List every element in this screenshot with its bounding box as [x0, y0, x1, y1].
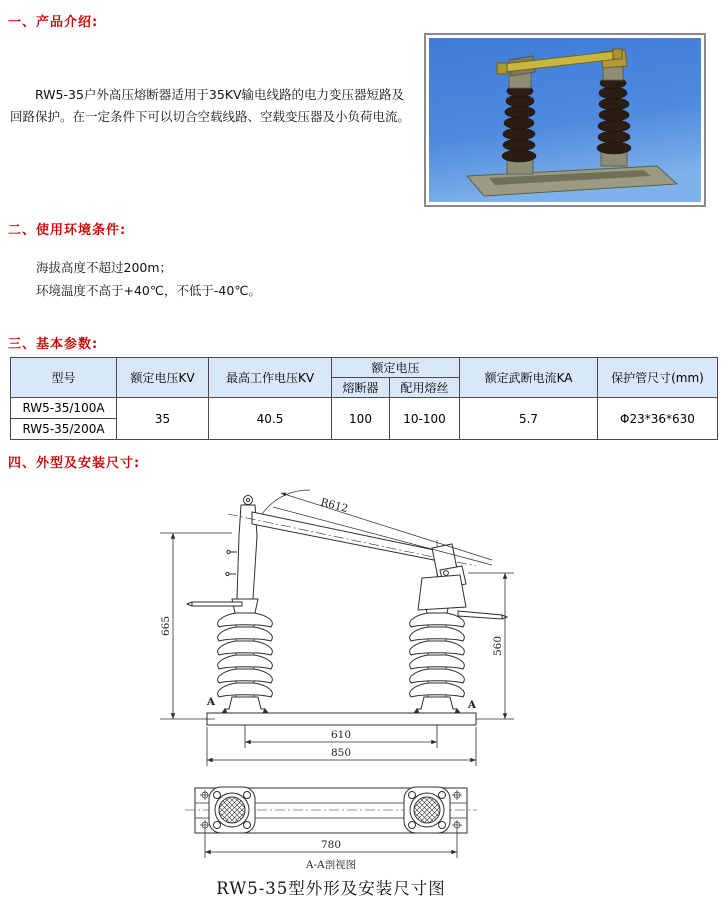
- left-insulator-drawing: [218, 599, 273, 713]
- col-header-fuse: 熔断器: [332, 378, 390, 398]
- product-intro-paragraph: RW5-35户外高压熔断器适用于35KV输电线路的电力变压器短路及回路保护。在一定条件下可以切合空载线路、空载变压器及小负荷电流。: [10, 87, 411, 124]
- cell-breaking-current: 5.7: [460, 398, 598, 440]
- cell-tube-size: Φ23*36*630: [598, 398, 718, 440]
- environment-conditions: [36, 256, 261, 302]
- dim-560-label: 560: [492, 635, 504, 657]
- env-line-temperature: 环境温度不高于+40℃，不低于-40℃。: [36, 283, 261, 298]
- dim-right-height: [468, 573, 514, 719]
- cell-rated-voltage: 35: [117, 398, 209, 440]
- cell-max-working-voltage: 40.5: [209, 398, 332, 440]
- env-line-altitude: 海拔高度不超过200m；: [36, 260, 173, 275]
- radius-label: R612: [319, 496, 350, 516]
- spec-table: [10, 357, 718, 440]
- left-hinge-mechanism: [187, 496, 257, 607]
- section-1-heading: 一、产品介绍:: [8, 15, 99, 30]
- section-2-heading: 二、使用环境条件:: [8, 223, 127, 238]
- right-insulator-drawing: [410, 599, 465, 713]
- cell-fuse: 100: [332, 398, 390, 440]
- product-photo: [424, 33, 706, 207]
- left-mounting-flange: [209, 787, 255, 833]
- cell-model-2: RW5-35/200A: [11, 419, 117, 440]
- section-view-label: A-A剖视图: [305, 859, 357, 871]
- section-3-heading: 三、基本参数:: [8, 337, 99, 352]
- section-4-heading: 四、外型及安装尺寸:: [8, 456, 141, 471]
- col-header-max-working-voltage: 最高工作电压KV: [209, 358, 332, 398]
- col-header-tube-size: 保护管尺寸(mm): [598, 358, 718, 398]
- cell-fuse-link: 10-100: [390, 398, 460, 440]
- section-marker-a-right: A: [467, 699, 477, 711]
- dim-780-label: 780: [320, 839, 342, 851]
- col-header-fuse-link: 配用熔丝: [390, 378, 460, 398]
- outline-drawing: [140, 478, 580, 873]
- base-plate-drawing: [207, 713, 476, 725]
- dim-850-label: 850: [330, 747, 352, 759]
- col-header-rated-voltage: 额定电压KV: [117, 358, 209, 398]
- cell-model-1: RW5-35/100A: [11, 398, 117, 419]
- col-header-model: 型号: [11, 358, 117, 398]
- col-header-breaking-current: 额定武断电流KA: [460, 358, 598, 398]
- dim-665-label: 665: [160, 615, 172, 637]
- right-mounting-flange: [404, 787, 450, 833]
- dim-610-label: 610: [330, 729, 352, 741]
- section-marker-a-left: A: [206, 696, 216, 708]
- drawing-caption: RW5-35型外形及安装尺寸图: [216, 879, 446, 898]
- product-photo-art: [429, 38, 701, 202]
- col-header-rated-voltage-group: 额定电压: [332, 358, 460, 378]
